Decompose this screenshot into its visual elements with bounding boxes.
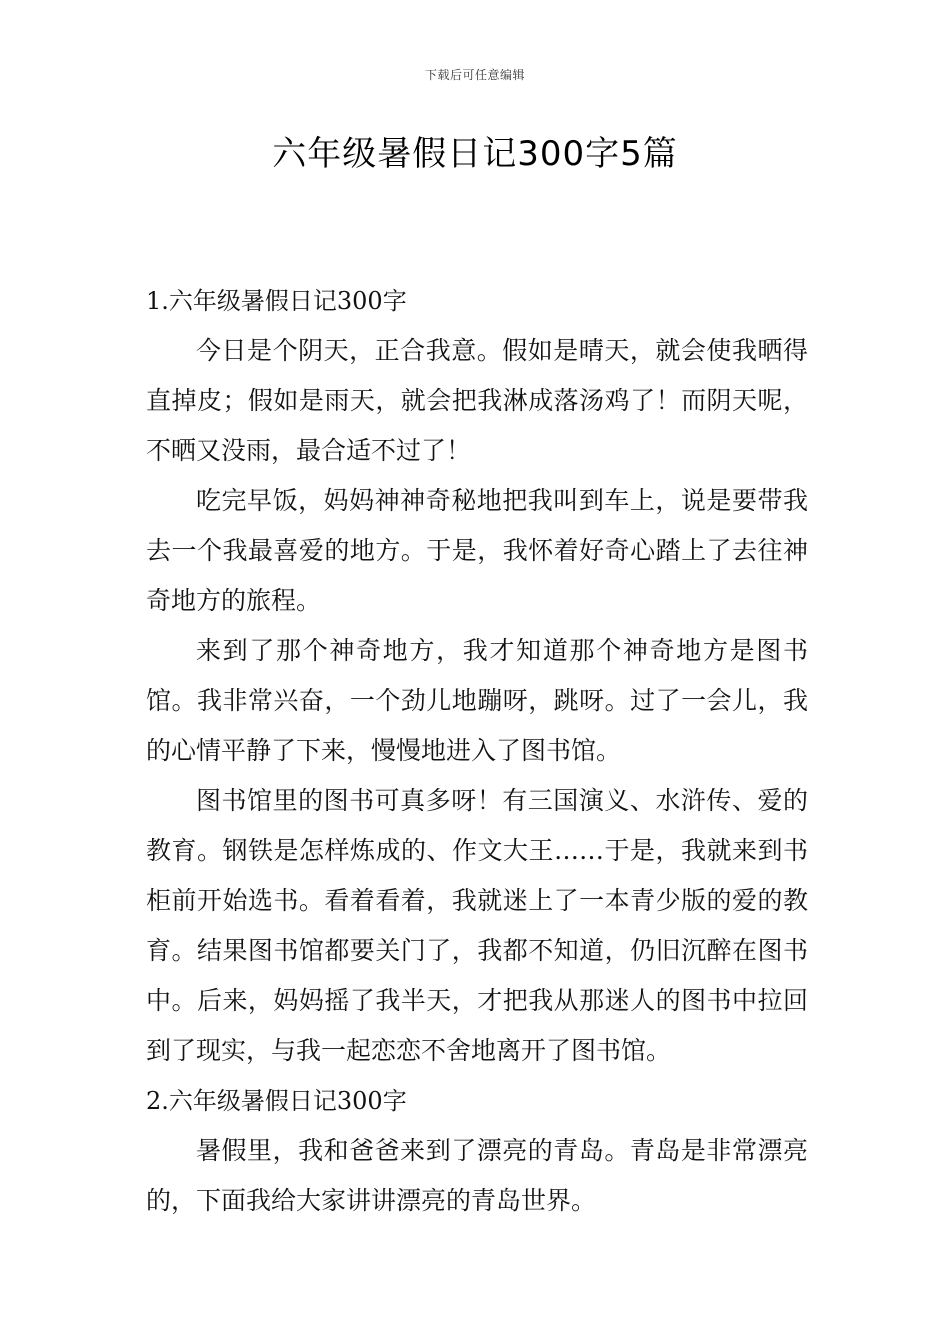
document-title: 六年级暑假日记300字5篇 <box>272 134 678 174</box>
paragraph: 来到了那个神奇地方，我才知道那个神奇地方是图书馆。我非常兴奋，一个劲儿地蹦呀，跳呀。过了一会儿，我的心情平静了下来，慢慢地进入了图书馆。 <box>146 636 808 765</box>
section-2 <box>146 1076 808 1226</box>
section-heading: 1.六年级暑假日记300字 <box>146 287 407 315</box>
paragraph: 今日是个阴天，正合我意。假如是晴天，就会使我晒得直掉皮；假如是雨天，就会把我淋成落汤鸡了！而阴天呢，不晒又没雨，最合适不过了！ <box>146 336 808 465</box>
paragraph: 暑假里，我和爸爸来到了漂亮的青岛。青岛是非常漂亮的，下面我给大家讲讲漂亮的青岛世界。 <box>146 1136 808 1215</box>
section-heading: 2.六年级暑假日记300字 <box>146 1087 407 1115</box>
paragraph: 图书馆里的图书可真多呀！有三国演义、水浒传、爱的教育。钢铁是怎样炼成的、作文大王……于是，我就来到书柜前开始选书。看着看着，我就迷上了一本青少版的爱的教育。结果图书馆都要关门了，我都不知道，仍旧沉醉在图书中。后来，妈妈摇了我半天，才把我从那迷人的图书中拉回到了现实，与我一起恋恋不舍地离开了图书馆。 <box>146 786 808 1065</box>
section-1 <box>146 276 808 1076</box>
document-body <box>146 276 808 1226</box>
header-note: 下载后可任意编辑 <box>424 68 525 82</box>
paragraph: 吃完早饭，妈妈神神奇秘地把我叫到车上，说是要带我去一个我最喜爱的地方。于是，我怀着好奇心踏上了去往神奇地方的旅程。 <box>146 486 808 615</box>
